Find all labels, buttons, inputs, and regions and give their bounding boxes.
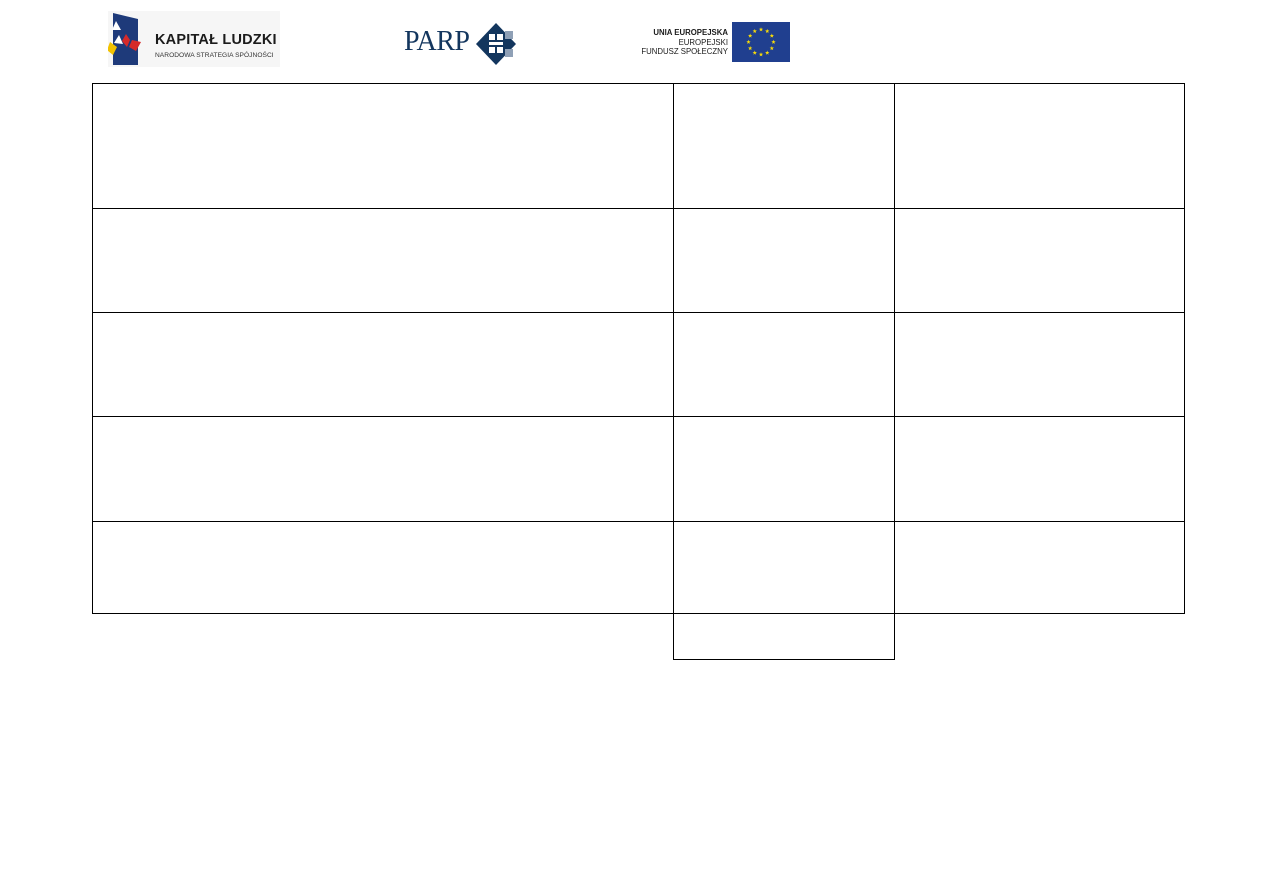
table-cell-total bbox=[673, 613, 895, 660]
table-cell-r1-c2 bbox=[673, 83, 895, 209]
table-cell-r2-c2 bbox=[673, 208, 895, 313]
parp-emblem-icon bbox=[475, 22, 517, 66]
parp-title: PARP bbox=[404, 26, 470, 57]
eu-caption bbox=[641, 28, 728, 57]
table-cell-r5-c1 bbox=[92, 521, 674, 614]
eu-caption-line2: EUROPEJSKI bbox=[678, 37, 728, 47]
table-cell-r3-c1 bbox=[92, 312, 674, 417]
table-cell-r2-c3 bbox=[894, 208, 1185, 313]
table-cell-r4-c1 bbox=[92, 416, 674, 522]
table-cell-r3-c3 bbox=[894, 312, 1185, 417]
kapital-ludzki-subtitle: NARODOWA STRATEGIA SPÓJNOŚCI bbox=[155, 52, 274, 59]
table-cell-r3-c2 bbox=[673, 312, 895, 417]
parp-logo bbox=[403, 22, 519, 66]
eu-flag-icon bbox=[732, 22, 790, 62]
table-cell-r4-c3 bbox=[894, 416, 1185, 522]
kapital-ludzki-emblem-icon bbox=[108, 11, 150, 67]
eu-caption-line3: FUNDUSZ SPOŁECZNY bbox=[641, 47, 728, 56]
form-table bbox=[92, 83, 1185, 660]
eu-logo bbox=[636, 22, 792, 64]
table-cell-r5-c3 bbox=[894, 521, 1185, 614]
eu-caption-line1: UNIA EUROPEJSKA bbox=[653, 28, 728, 37]
table-cell-r1-c1 bbox=[92, 83, 674, 209]
kapital-ludzki-logo bbox=[108, 11, 280, 67]
table-cell-r2-c1 bbox=[92, 208, 674, 313]
table-cell-r4-c2 bbox=[673, 416, 895, 522]
table-cell-r5-c2 bbox=[673, 521, 895, 614]
table-cell-r1-c3 bbox=[894, 83, 1185, 209]
kapital-ludzki-title: KAPITAŁ LUDZKI bbox=[155, 32, 277, 48]
